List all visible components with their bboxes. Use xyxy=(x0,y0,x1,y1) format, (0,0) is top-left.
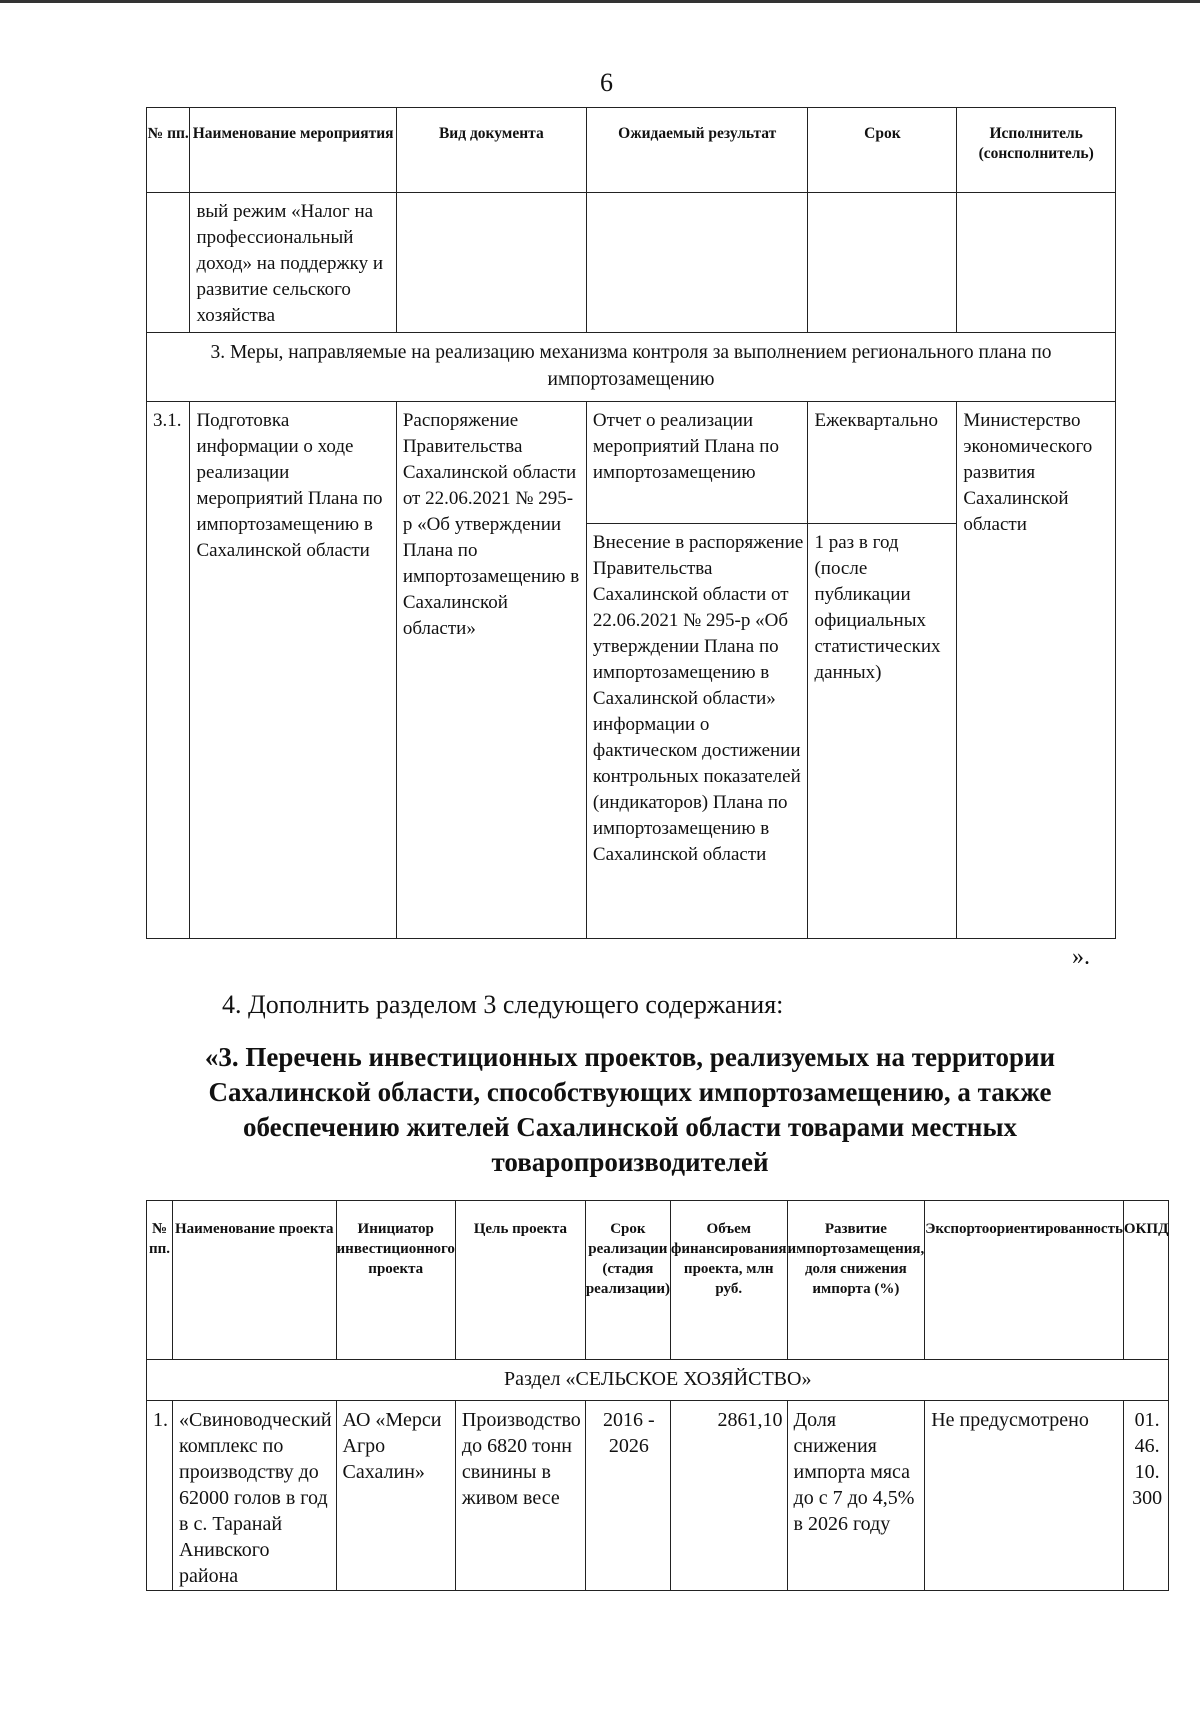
table-header-row xyxy=(147,1201,1169,1360)
project-goal: Производство до 6820 тонн свинины в живом весе xyxy=(461,1409,581,1509)
table-header-row xyxy=(147,108,1116,193)
measures-table xyxy=(146,107,1116,939)
section-title: Раздел «СЕЛЬСКОЕ ХОЗЯЙСТВО» xyxy=(147,1360,1169,1401)
header-cell: ОКПД xyxy=(1123,1201,1169,1360)
continued-name-cell: вый режим «Налог на профессиональный доход» на поддержку и развитие сельского хозяйства xyxy=(196,201,384,326)
export-orientation: Не предусмотрено xyxy=(931,1409,1089,1431)
project-name: «Свиноводческий комплекс по производству до 62000 голов в год в с. Таранай Анивского района xyxy=(179,1409,332,1587)
table-row xyxy=(147,1401,1169,1591)
header-cell: Ожидаемый результат xyxy=(586,108,808,193)
project-term: 2016 - 2026 xyxy=(603,1409,655,1457)
initiator: АО «Мерси Агро Сахалин» xyxy=(342,1409,442,1483)
expected-result: Внесение в распоряжение Правительства Сахалинской области от 22.06.2021 № 295-р «Об утверждении Плана по импортозамещению в Сахалинской области» информации о фактическом достижении контрольных показателей (индикаторов) Плана по импортозамещению в Сахалинской области xyxy=(592,532,804,865)
section-row xyxy=(147,1360,1169,1401)
header-cell: Объем финансирования проекта, млн руб. xyxy=(670,1201,787,1360)
header-cell: Наименование мероприятия xyxy=(190,108,396,193)
header-cell: № пп. xyxy=(147,1201,173,1360)
row-number: 1. xyxy=(153,1409,168,1431)
table-row xyxy=(147,402,1116,524)
import-reduction: Доля снижения импорта мяса до с 7 до 4,5% в 2026 году xyxy=(793,1409,915,1535)
document-type: Распоряжение Правительства Сахалинской области от 22.06.2021 № 295-р «Об утверждении Плана по импортозамещению в Сахалинской области» xyxy=(402,410,580,639)
header-cell: Цель проекта xyxy=(455,1201,585,1360)
okpd-code: 01.46.10.300 xyxy=(1132,1409,1163,1509)
header-cell: Наименование проекта xyxy=(173,1201,337,1360)
amendment-paragraph: 4. Дополнить разделом 3 следующего содержания: xyxy=(222,990,784,1019)
term: 1 раз в год (после публикации официальных статистических данных) xyxy=(814,532,941,683)
header-cell: Инициатор инвестиционного проекта xyxy=(336,1201,455,1360)
expected-result: Отчет о реализации мероприятий Плана по импортозамещению xyxy=(592,410,779,483)
header-cell: Срок xyxy=(808,108,957,193)
table-row xyxy=(147,193,1116,333)
header-cell: Срок реализации (стадия реализации) xyxy=(585,1201,670,1360)
header-cell: Экспортоориентированность xyxy=(925,1201,1124,1360)
header-cell: № пп. xyxy=(147,108,190,193)
header-cell: Развитие импортозамещения, доля снижения импорта (%) xyxy=(787,1201,925,1360)
top-border xyxy=(0,0,1200,3)
header-cell: Исполнитель (сонсполнитель) xyxy=(957,108,1116,193)
section-heading: «3. Перечень инвестиционных проектов, реализуемых на территории Сахалинской области, способствующих импортозамещению, а также обеспечению жителей Сахалинской области товарами местных товаропроизводителей xyxy=(204,1042,1056,1177)
section-row xyxy=(147,333,1116,402)
header-cell: Вид документа xyxy=(396,108,586,193)
page-number: 6 xyxy=(600,68,613,97)
projects-table xyxy=(146,1200,1169,1591)
closing-quote: ». xyxy=(1072,944,1090,970)
measure-name: Подготовка информации о ходе реализации мероприятий Плана по импортозамещению в Сахалинской области xyxy=(196,410,383,561)
row-number: 3.1. xyxy=(153,410,182,431)
term: Ежеквартально xyxy=(814,410,938,431)
section-title: 3. Меры, направляемые на реализацию механизма контроля за выполнением регионального плана по импортозамещению xyxy=(147,333,1116,402)
executor: Министерство экономического развития Сахалинской области xyxy=(963,410,1093,535)
financing-amount: 2861,10 xyxy=(717,1409,783,1431)
